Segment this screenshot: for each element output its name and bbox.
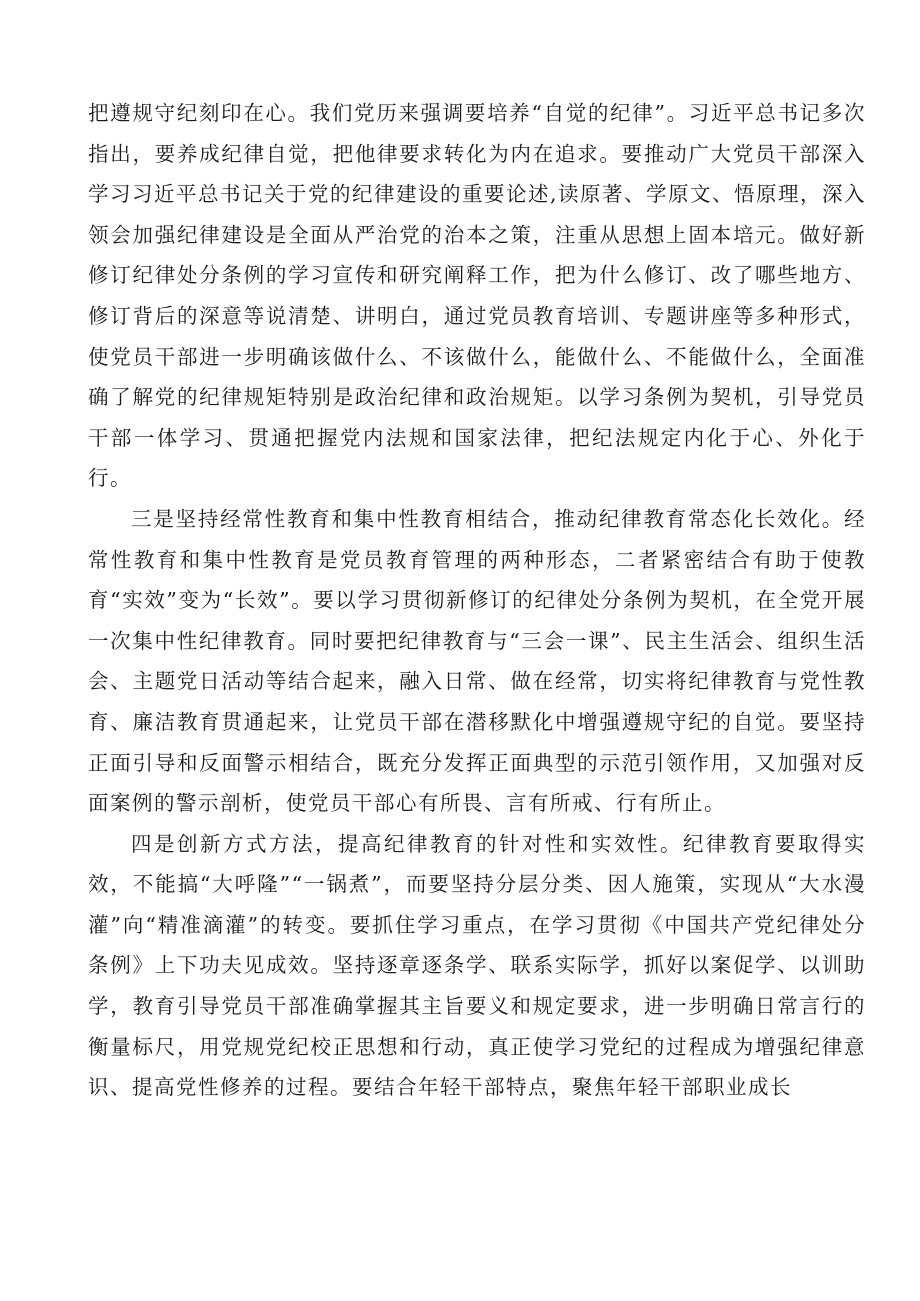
document-body [88, 93, 866, 1108]
paragraph-3: 四是创新方式方法，提高纪律教育的针对性和实效性。纪律教育要取得实效，不能搞“大呼隆”“一锅煮”，而要坚持分层分类、因人施策，实现从“大水漫灌”向“精准滴灌”的转变。要抓住学习重点，在学习贯彻《中国共产党纪律处分条例》上下功夫见成效。坚持逐章逐条学、联系实际学，抓好以案促学、以训助学，教育引导党员干部准确掌握其主旨要义和规定要求，进一步明确日常言行的衡量标尺，用党规党纪校正思想和行动，真正使学习党纪的过程成为增强纪律意识、提高党性修养的过程。要结合年轻干部特点，聚焦年轻干部职业成长 [88, 831, 866, 1100]
paragraph-1: 把遵规守纪刻印在心。我们党历来强调要培养“自觉的纪律”。习近平总书记多次指出，要养成纪律自觉，把他律要求转化为内在追求。要推动广大党员干部深入学习习近平总书记关于党的纪律建设的重要论述,读原著、学原文、悟原理，深入领会加强纪律建设是全面从严治党的治本之策，注重从思想上固本培元。做好新修订纪律处分条例的学习宣传和研究阐释工作，把为什么修订、改了哪些地方、修订背后的深意等说清楚、讲明白，通过党员教育培训、专题讲座等多种形式，使党员干部进一步明确该做什么、不该做什么，能做什么、不能做什么，全面准确了解党的纪律规矩特别是政治纪律和政治规矩。以学习条例为契机，引导党员干部一体学习、贯通把握党内法规和国家法律，把纪法规定内化于心、外化于行。 [88, 101, 867, 491]
paragraph-2: 三是坚持经常性教育和集中性教育相结合，推动纪律教育常态化长效化。经常性教育和集中性教育是党员教育管理的两种形态，二者紧密结合有助于使教育“实效”变为“长效”。要以学习贯彻新修订的纪律处分条例为契机，在全党开展一次集中性纪律教育。同时要把纪律教育与“三会一课”、民主生活会、组织生活会、主题党日活动等结合起来，融入日常、做在经常，切实将纪律教育与党性教育、廉洁教育贯通起来，让党员干部在潜移默化中增强遵规守纪的自觉。要坚持正面引导和反面警示相结合，既充分发挥正面典型的示范引领作用，又加强对反面案例的警示剖析，使党员干部心有所畏、言有所戒、行有所止。 [88, 506, 866, 816]
